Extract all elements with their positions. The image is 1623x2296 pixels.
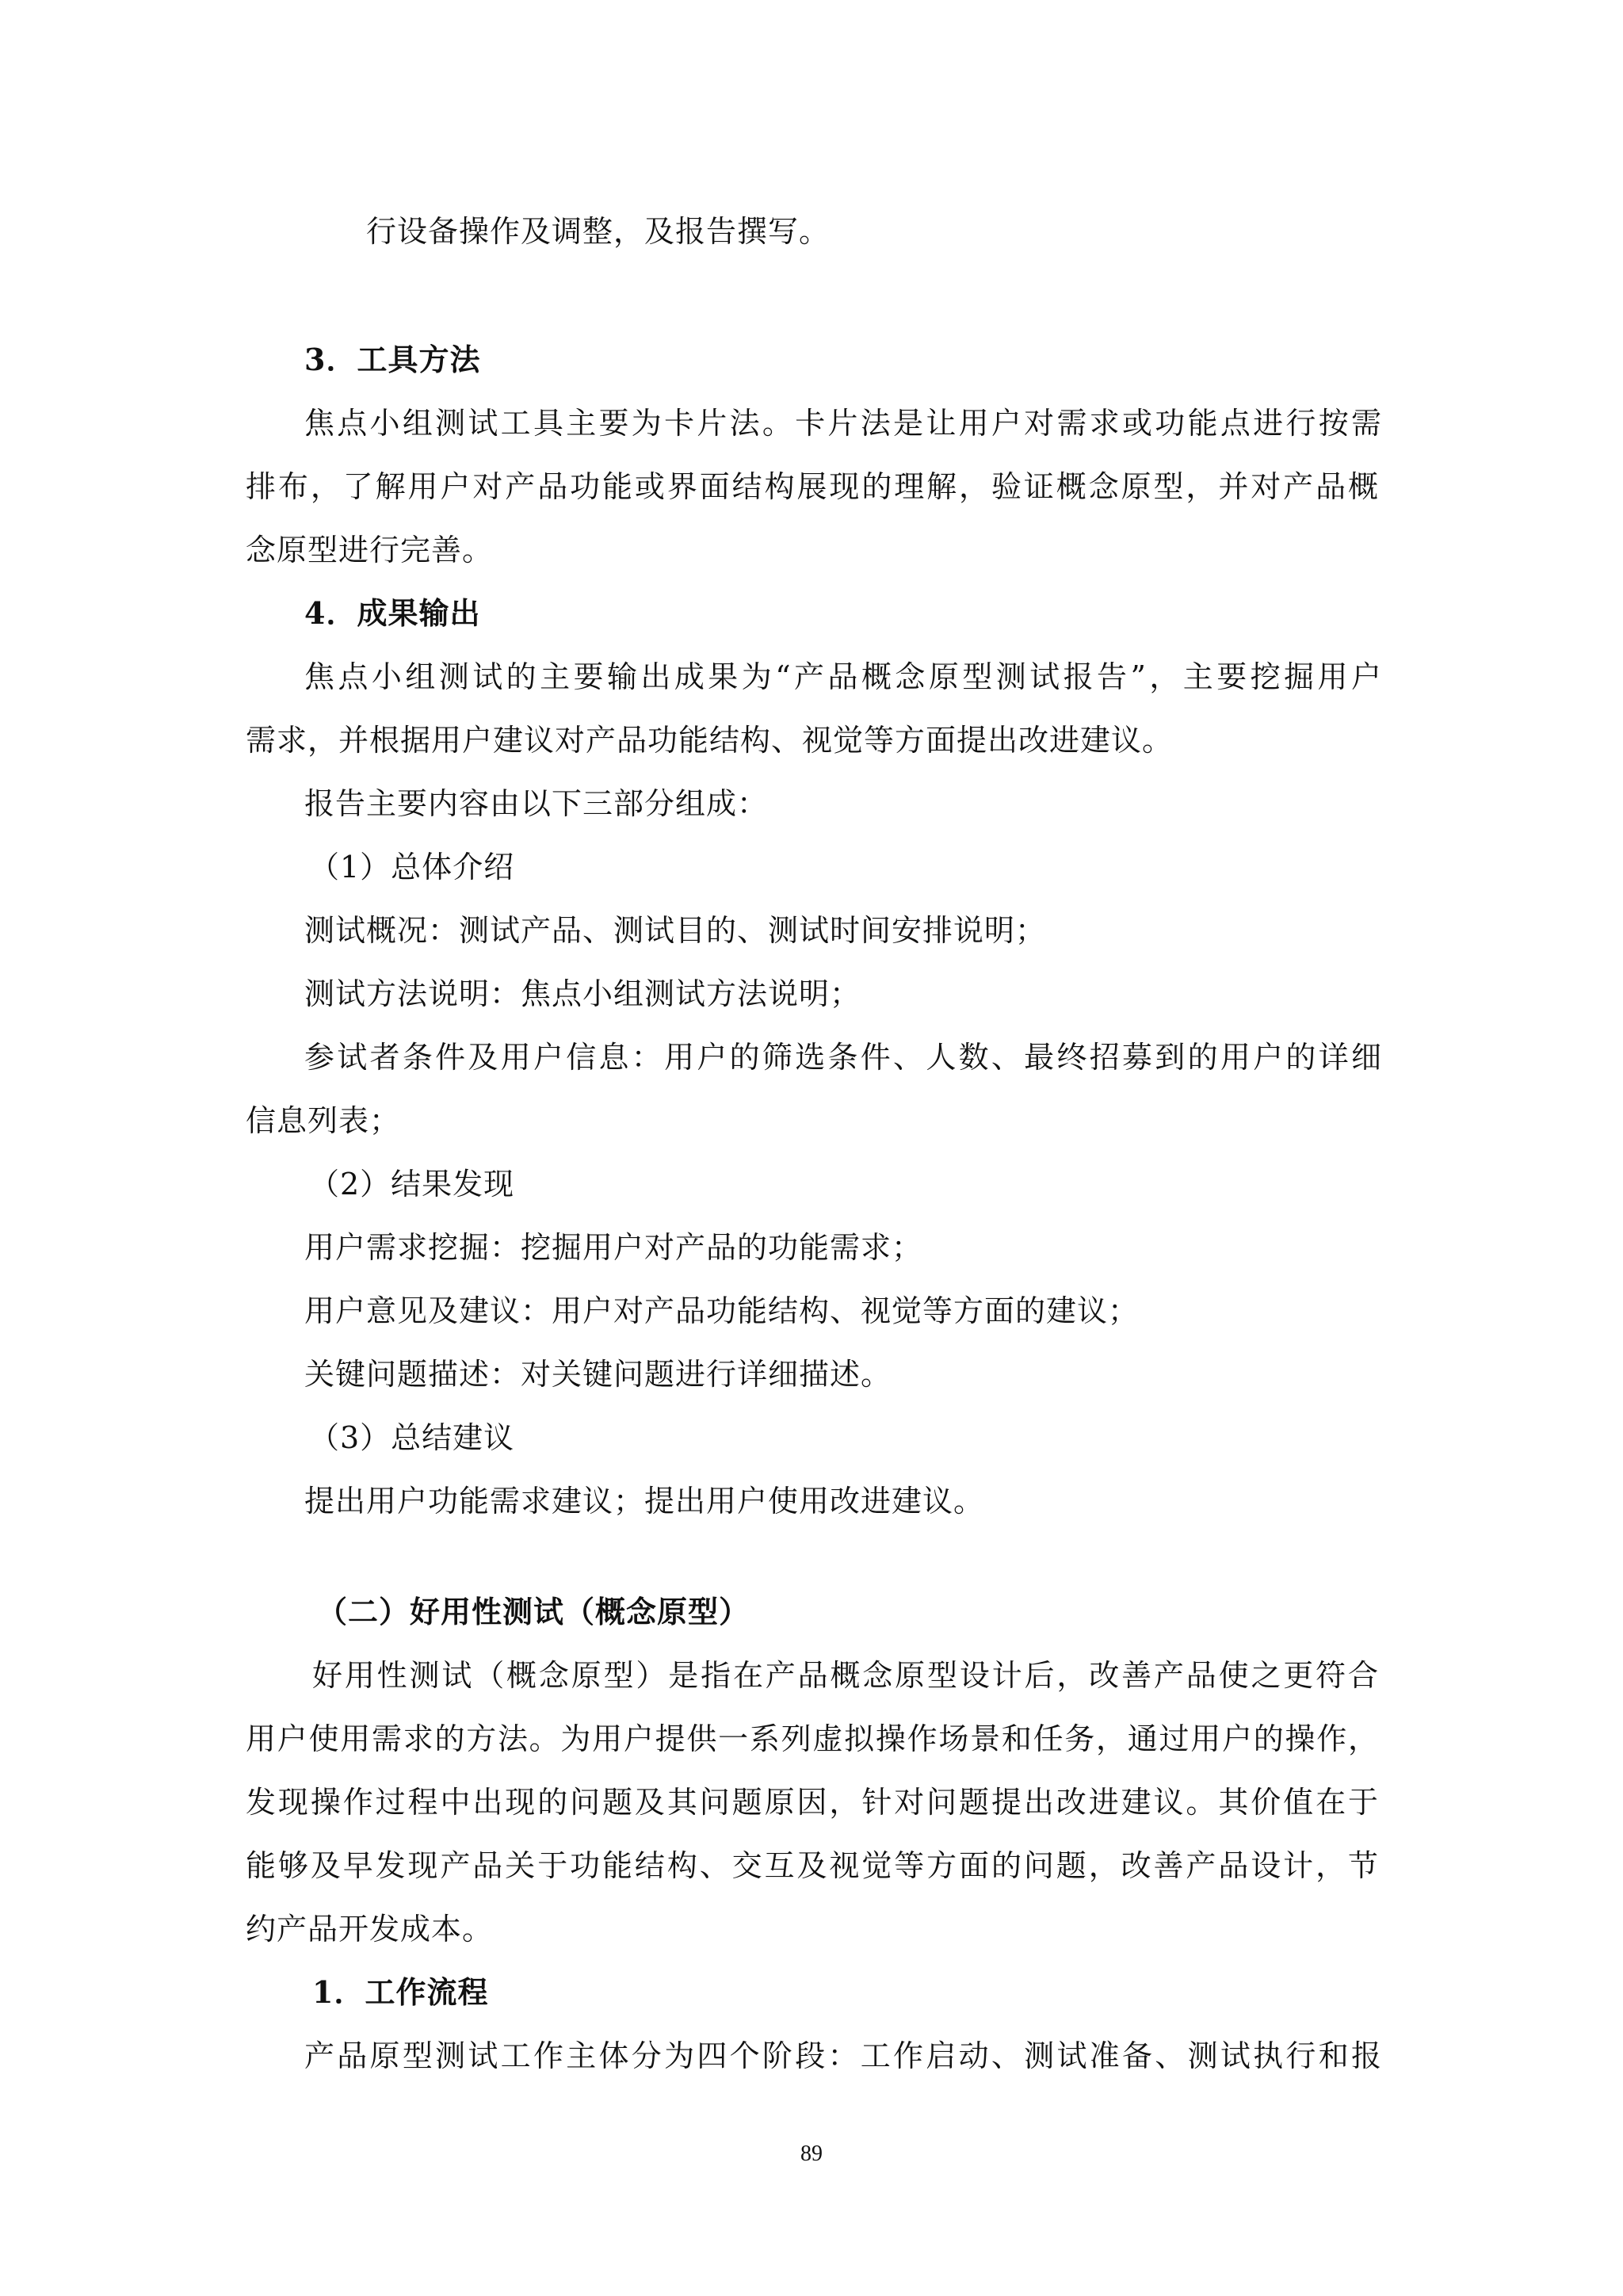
- list-heading: （1）总体介绍: [309, 850, 515, 884]
- paragraph-line: 发现操作过程中出现的问题及其问题原因，针对问题提出改进建议。其价值在于: [246, 1785, 1379, 1820]
- section-heading: 4．成果输出: [304, 595, 481, 631]
- page-number: 89: [800, 2141, 823, 2166]
- paragraph-line: 信息列表；: [246, 1103, 401, 1138]
- paragraph-line: 用户需求挖掘：挖掘用户对产品的功能需求；: [304, 1230, 923, 1265]
- paragraph-line: 用户意见及建议：用户对产品功能结构、视觉等方面的建议；: [304, 1293, 1140, 1328]
- paragraph-line: 焦点小组测试工具主要为卡片法。卡片法是让用户对需求或功能点进行按需: [304, 406, 1382, 441]
- paragraph-line: 参试者条件及用户信息：用户的筛选条件、人数、最终招募到的用户的详细: [304, 1040, 1382, 1075]
- section-heading: 1．工作流程: [312, 1974, 489, 2010]
- section-heading: 3．工具方法: [304, 342, 481, 377]
- paragraph-line: 焦点小组测试的主要输出成果为“产品概念原型测试报告”，主要挖掘用户: [304, 659, 1382, 694]
- list-heading: （2）结果发现: [309, 1167, 515, 1201]
- paragraph-line: 提出用户功能需求建议；提出用户使用改进建议。: [304, 1484, 985, 1519]
- paragraph-line: 报告主要内容由以下三部分组成：: [304, 786, 769, 821]
- paragraph-line: 产品原型测试工作主体分为四个阶段：工作启动、测试准备、测试执行和报: [304, 2038, 1382, 2073]
- paragraph-line: 用户使用需求的方法。为用户提供一系列虚拟操作场景和任务，通过用户的操作，: [246, 1721, 1379, 1756]
- paragraph-line: 测试概况：测试产品、测试目的、测试时间安排说明；: [304, 913, 1047, 948]
- list-heading: （3）总结建议: [309, 1420, 515, 1455]
- section-heading: （二）好用性测试（概念原型）: [317, 1594, 750, 1629]
- paragraph-line: 测试方法说明：焦点小组测试方法说明；: [304, 976, 861, 1011]
- paragraph-line: 好用性测试（概念原型）是指在产品概念原型设计后，改善产品使之更符合: [312, 1658, 1379, 1693]
- paragraph-line: 排布，了解用户对产品功能或界面结构展现的理解，验证概念原型，并对产品概: [246, 469, 1379, 504]
- paragraph-line: 能够及早发现产品关于功能结构、交互及视觉等方面的问题，改善产品设计，节: [246, 1848, 1379, 1883]
- paragraph-line: 行设备操作及调整，及报告撰写。: [366, 214, 831, 249]
- paragraph-line: 需求，并根据用户建议对产品功能结构、视觉等方面提出改进建议。: [246, 723, 1174, 758]
- paragraph-line: 念原型进行完善。: [246, 533, 494, 567]
- paragraph-line: 关键问题描述：对关键问题进行详细描述。: [304, 1357, 892, 1392]
- paragraph-line: 约产品开发成本。: [246, 1912, 494, 1946]
